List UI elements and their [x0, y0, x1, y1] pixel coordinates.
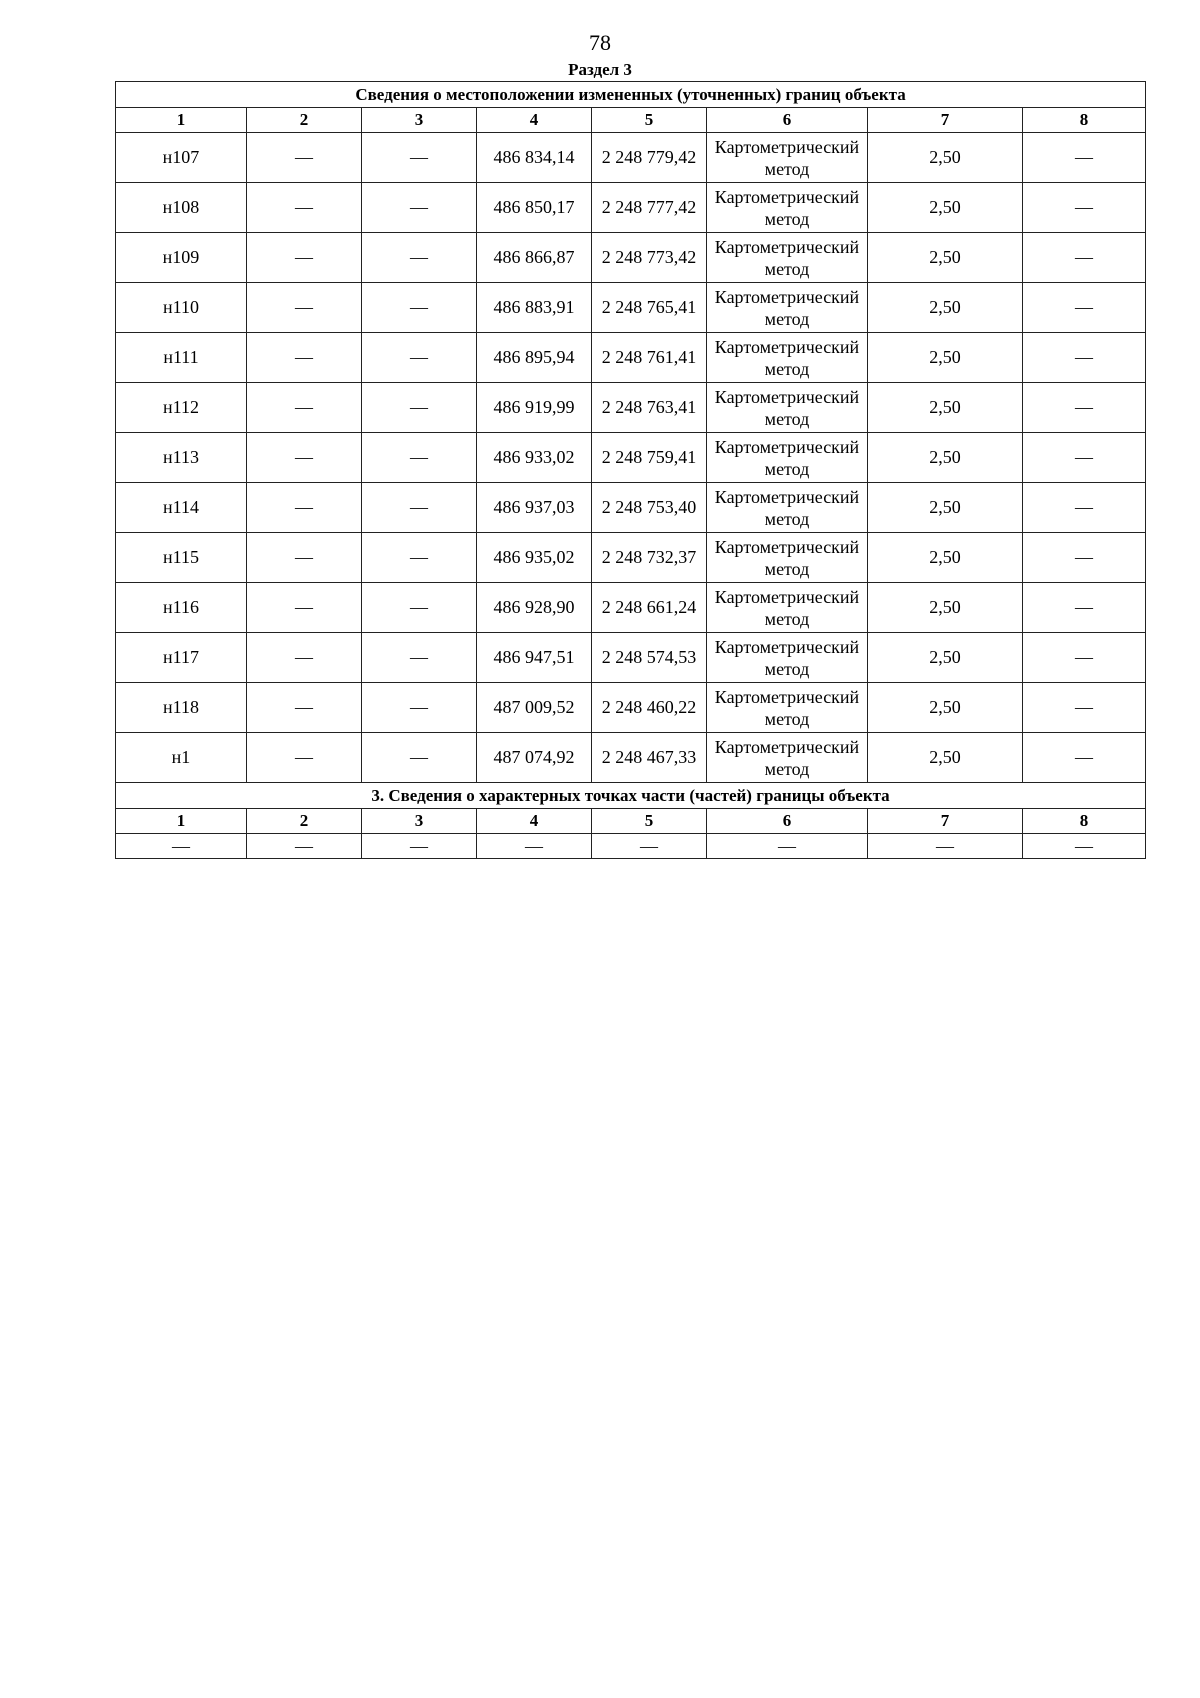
table-cell: — — [362, 483, 477, 533]
table-cell: 2,50 — [868, 383, 1023, 433]
table-cell: — — [247, 583, 362, 633]
table-cell: — — [362, 233, 477, 283]
table-caption-parts — [116, 783, 1146, 809]
table-cell: — — [247, 383, 362, 433]
table-caption-parts-cell: 3. Сведения о характерных точках части (частей) границы объекта — [116, 783, 1146, 809]
table-cell: — — [116, 834, 247, 859]
table-cell: Картометрический метод — [707, 283, 868, 333]
table-cell: Картометрический метод — [707, 633, 868, 683]
table-cell: н116 — [116, 583, 247, 633]
table-cell: 2 248 759,41 — [592, 433, 707, 483]
column-header: 4 — [477, 809, 592, 834]
table-cell: — — [362, 834, 477, 859]
table-cell: — — [247, 483, 362, 533]
table-cell: 2 248 761,41 — [592, 333, 707, 383]
table-header-row-parts — [116, 809, 1146, 834]
table-cell: — — [247, 183, 362, 233]
table-cell: 2,50 — [868, 533, 1023, 583]
table-row — [116, 683, 1146, 733]
table-cell: — — [1023, 633, 1146, 683]
table-cell: 487 074,92 — [477, 733, 592, 783]
table-cell: 486 866,87 — [477, 233, 592, 283]
table-cell: 2,50 — [868, 233, 1023, 283]
table-cell: 2 248 773,42 — [592, 233, 707, 283]
table-cell: 2,50 — [868, 433, 1023, 483]
table-cell: — — [362, 583, 477, 633]
table-cell: н111 — [116, 333, 247, 383]
table-cell: 486 834,14 — [477, 133, 592, 183]
table-cell: — — [247, 283, 362, 333]
table-cell: — — [362, 333, 477, 383]
table-cell: — — [362, 433, 477, 483]
table-cell: 2,50 — [868, 133, 1023, 183]
table-cell: 2,50 — [868, 633, 1023, 683]
table-cell: — — [362, 283, 477, 333]
table-cell: — — [1023, 834, 1146, 859]
column-header: 3 — [362, 809, 477, 834]
table-row — [116, 633, 1146, 683]
section-title: Раздел 3 — [568, 60, 632, 79]
table-cell: — — [247, 133, 362, 183]
table-caption-boundaries-cell: Сведения о местоположении измененных (уточненных) границ объекта — [116, 82, 1146, 108]
table-cell: н115 — [116, 533, 247, 583]
column-header: 7 — [868, 108, 1023, 133]
table-cell: — — [247, 633, 362, 683]
table-cell: — — [362, 733, 477, 783]
table-cell: Картометрический метод — [707, 233, 868, 283]
table-cell: 2 248 753,40 — [592, 483, 707, 533]
table-cell: — — [247, 433, 362, 483]
table-cell: 486 919,99 — [477, 383, 592, 433]
table-cell: — — [362, 133, 477, 183]
table-cell: 486 928,90 — [477, 583, 592, 633]
column-header: 1 — [116, 108, 247, 133]
table-cell: — — [247, 733, 362, 783]
table-cell: — — [868, 834, 1023, 859]
table-cell: — — [247, 533, 362, 583]
table-cell: 2 248 732,37 — [592, 533, 707, 583]
table-row — [116, 233, 1146, 283]
column-header: 5 — [592, 108, 707, 133]
table-cell: 2 248 460,22 — [592, 683, 707, 733]
table-cell: — — [247, 683, 362, 733]
table-cell: Картометрический метод — [707, 583, 868, 633]
table-cell: 486 947,51 — [477, 633, 592, 683]
table-cell: 486 935,02 — [477, 533, 592, 583]
table-cell: Картометрический метод — [707, 333, 868, 383]
column-header: 7 — [868, 809, 1023, 834]
table-cell: Картометрический метод — [707, 683, 868, 733]
table-cell: — — [362, 533, 477, 583]
table-cell: Картометрический метод — [707, 483, 868, 533]
table-row — [116, 834, 1146, 859]
table-cell: — — [1023, 533, 1146, 583]
table-cell: н108 — [116, 183, 247, 233]
table-cell: 2 248 574,53 — [592, 633, 707, 683]
table-cell: — — [247, 233, 362, 283]
table-cell: 2 248 779,42 — [592, 133, 707, 183]
table-cell: н113 — [116, 433, 247, 483]
column-header: 3 — [362, 108, 477, 133]
table-cell: 2,50 — [868, 183, 1023, 233]
table-cell: — — [1023, 133, 1146, 183]
table-row — [116, 333, 1146, 383]
table-cell: 2 248 467,33 — [592, 733, 707, 783]
table-cell: — — [1023, 683, 1146, 733]
table-cell: — — [1023, 383, 1146, 433]
table-cell: н1 — [116, 733, 247, 783]
table-cell: 2,50 — [868, 483, 1023, 533]
table-cell: — — [247, 333, 362, 383]
table-cell: 486 937,03 — [477, 483, 592, 533]
column-header: 2 — [247, 809, 362, 834]
table-cell: н114 — [116, 483, 247, 533]
table-row — [116, 183, 1146, 233]
table-cell: 486 933,02 — [477, 433, 592, 483]
table-cell: 2 248 777,42 — [592, 183, 707, 233]
table-cell: 2,50 — [868, 333, 1023, 383]
table-cell: — — [1023, 333, 1146, 383]
table-cell: — — [1023, 183, 1146, 233]
column-header: 4 — [477, 108, 592, 133]
table-header-row — [116, 108, 1146, 133]
table-cell: — — [707, 834, 868, 859]
table-row — [116, 433, 1146, 483]
table-cell: 2 248 765,41 — [592, 283, 707, 333]
table-cell: н109 — [116, 233, 247, 283]
table-cell: н107 — [116, 133, 247, 183]
table-cell: н112 — [116, 383, 247, 433]
table-row — [116, 383, 1146, 433]
column-header: 6 — [707, 108, 868, 133]
column-header: 5 — [592, 809, 707, 834]
table-cell: — — [1023, 583, 1146, 633]
table-cell: 2,50 — [868, 733, 1023, 783]
table-cell: Картометрический метод — [707, 133, 868, 183]
table-row — [116, 583, 1146, 633]
table-row — [116, 283, 1146, 333]
table-cell: — — [362, 683, 477, 733]
table-cell: — — [362, 633, 477, 683]
coordinates-table — [115, 81, 1146, 859]
table-cell: Картометрический метод — [707, 733, 868, 783]
table-cell: Картометрический метод — [707, 533, 868, 583]
table-cell: — — [1023, 733, 1146, 783]
column-header: 2 — [247, 108, 362, 133]
table-cell: Картометрический метод — [707, 383, 868, 433]
table-row — [116, 483, 1146, 533]
table-cell: 2,50 — [868, 283, 1023, 333]
table-cell: н117 — [116, 633, 247, 683]
page-number: 78 — [589, 30, 611, 55]
table-cell: 486 850,17 — [477, 183, 592, 233]
table-caption-boundaries — [116, 82, 1146, 108]
table-cell: Картометрический метод — [707, 183, 868, 233]
column-header: 6 — [707, 809, 868, 834]
table-cell: 486 883,91 — [477, 283, 592, 333]
table-cell: 2 248 763,41 — [592, 383, 707, 433]
table-cell: 2,50 — [868, 583, 1023, 633]
table-cell: 2,50 — [868, 683, 1023, 733]
table-cell: 487 009,52 — [477, 683, 592, 733]
table-cell: — — [1023, 233, 1146, 283]
table-row — [116, 133, 1146, 183]
table-row — [116, 533, 1146, 583]
table-cell: н110 — [116, 283, 247, 333]
table-cell: — — [362, 383, 477, 433]
table-row — [116, 733, 1146, 783]
table-cell: — — [362, 183, 477, 233]
table-cell: 2 248 661,24 — [592, 583, 707, 633]
table-cell: н118 — [116, 683, 247, 733]
table-cell: — — [1023, 433, 1146, 483]
table-cell: — — [477, 834, 592, 859]
table-cell: — — [592, 834, 707, 859]
column-header: 8 — [1023, 108, 1146, 133]
table-cell: — — [247, 834, 362, 859]
column-header: 8 — [1023, 809, 1146, 834]
table-cell: — — [1023, 483, 1146, 533]
table-cell: — — [1023, 283, 1146, 333]
table-cell: Картометрический метод — [707, 433, 868, 483]
table-cell: 486 895,94 — [477, 333, 592, 383]
column-header: 1 — [116, 809, 247, 834]
